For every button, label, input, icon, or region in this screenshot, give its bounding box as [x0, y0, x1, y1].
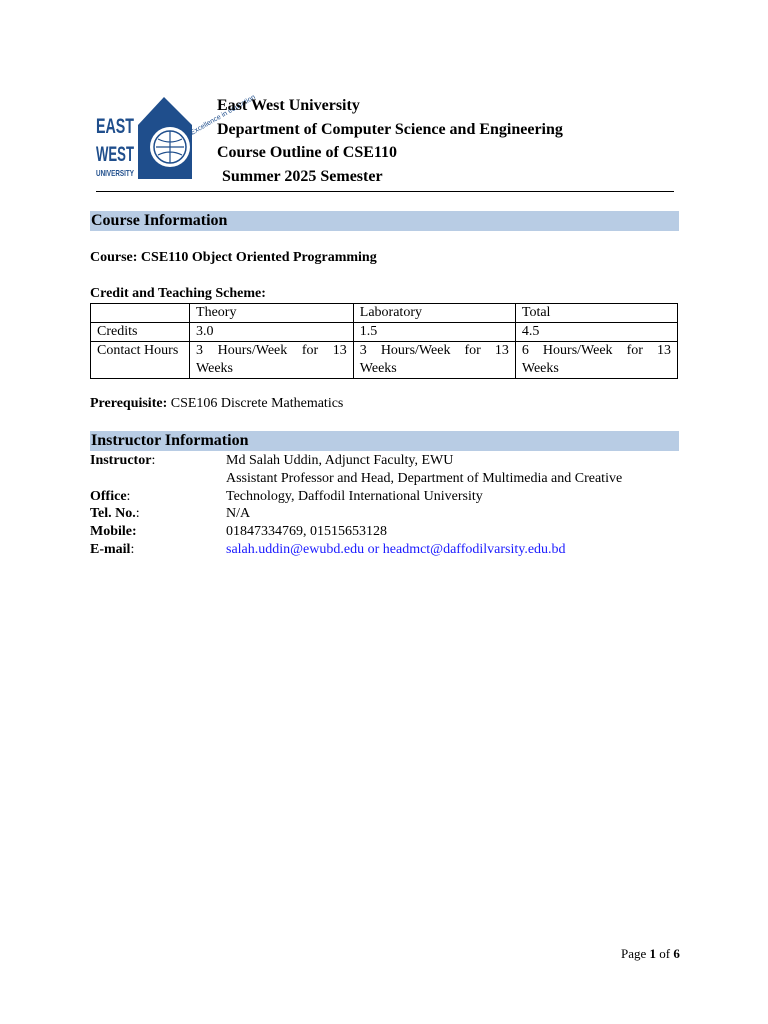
instructor-name: Md Salah Uddin, Adjunct Faculty, EWU [226, 453, 454, 468]
table-cell: 3.0 [190, 323, 354, 342]
svg-text:UNIVERSITY: UNIVERSITY [96, 168, 135, 178]
section-heading-course-information: Course Information [90, 211, 679, 231]
table-row [91, 342, 678, 379]
table-cell: 1.5 [353, 323, 515, 342]
department-name: Department of Computer Science and Engineering [217, 120, 563, 138]
course-title-line: Course: CSE110 Object Oriented Programming [90, 250, 377, 265]
page-word: Page [621, 946, 647, 961]
table-header-cell: Total [515, 304, 677, 323]
mobile-label: Mobile: [90, 524, 137, 539]
svg-text:EAST: EAST [96, 115, 135, 138]
email-values [226, 541, 566, 559]
table-row [91, 323, 678, 342]
table-header-row [91, 304, 678, 323]
tel-value: N/A [226, 506, 251, 521]
prerequisite-line [90, 395, 343, 413]
table-header-cell: Laboratory [353, 304, 515, 323]
office-label: Office: [90, 489, 131, 504]
page-number [621, 946, 680, 962]
table-cell: Contact Hours [91, 342, 190, 379]
table-cell: Credits [91, 323, 190, 342]
email-link-secondary[interactable]: headmct@daffodilvarsity.edu.bd [382, 542, 566, 557]
document-header [217, 94, 563, 188]
table-cell: 3 Hours/Week for 13 Weeks [353, 342, 515, 379]
header-divider [96, 191, 674, 192]
credit-scheme-heading: Credit and Teaching Scheme: [90, 286, 266, 301]
university-name: East West University [217, 97, 360, 114]
mobile-value: 01847334769, 01515653128 [226, 524, 387, 539]
credit-teaching-table [90, 303, 678, 379]
instructor-label: Instructor: [90, 453, 156, 468]
email-link-primary[interactable]: salah.uddin@ewubd.edu [226, 542, 365, 557]
total-pages: 6 [673, 946, 680, 961]
svg-text:WEST: WEST [96, 143, 135, 166]
office-value: Technology, Daffodil International University [226, 489, 483, 504]
table-cell: 3 Hours/Week for 13 Weeks [190, 342, 354, 379]
course-outline-title: Course Outline of CSE110 [217, 144, 398, 161]
logo-tagline: Excellence in education [189, 93, 257, 137]
email-or-text: or [367, 542, 380, 557]
tel-label: Tel. No.: [90, 506, 140, 521]
semester-title: Summer 2025 Semester [222, 167, 383, 185]
section-heading-instructor-information: Instructor Information [90, 431, 679, 451]
table-header-cell [91, 304, 190, 323]
current-page: 1 [649, 946, 657, 961]
email-label: E-mail: [90, 542, 135, 557]
table-header-cell: Theory [190, 304, 354, 323]
university-logo [94, 93, 257, 183]
table-cell: 4.5 [515, 323, 677, 342]
table-cell: 6 Hours/Week for 13 Weeks [515, 342, 677, 379]
prerequisite-label: Prerequisite: [90, 396, 168, 411]
of-word: of [659, 946, 671, 961]
logo-wordmark [96, 115, 134, 178]
instructor-title: Assistant Professor and Head, Department of Multimedia and Creative [226, 471, 623, 486]
prerequisite-value: CSE106 Discrete Mathematics [170, 396, 344, 411]
